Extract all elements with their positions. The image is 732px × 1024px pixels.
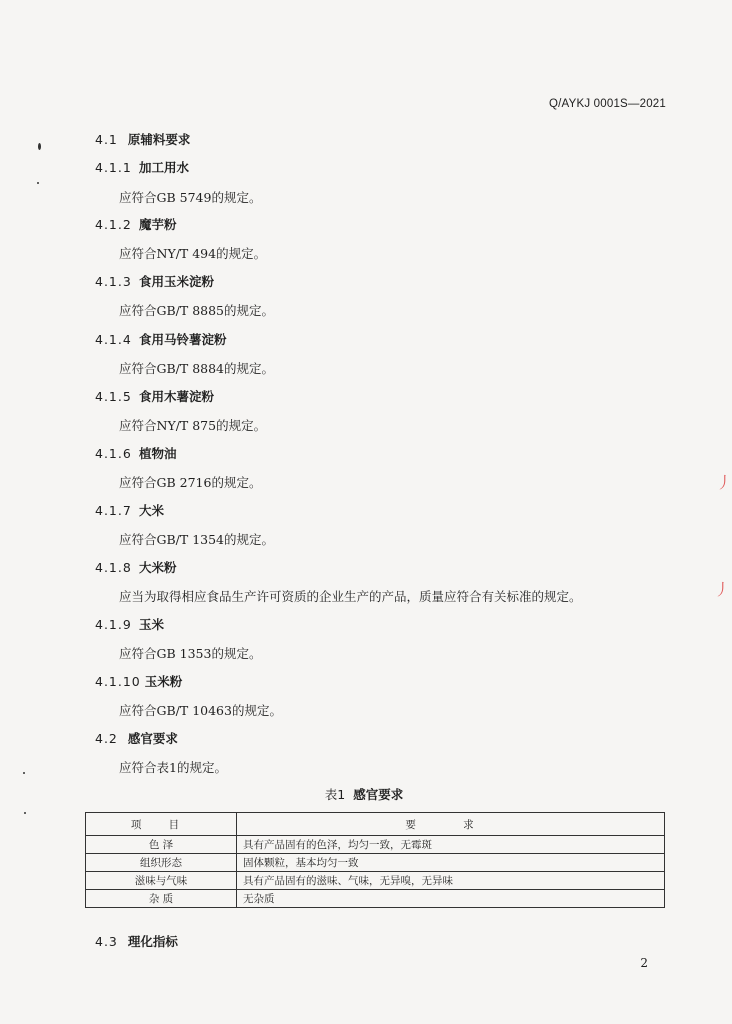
section-body: 应符合GB/T 8884的规定。	[119, 361, 275, 376]
table-cell-requirement: 具有产品固有的色泽，均匀一致，无霉斑	[237, 836, 665, 854]
section-heading	[95, 932, 178, 950]
section-number: 4.1.10	[95, 674, 141, 689]
section-title: 玉米粉	[144, 674, 183, 689]
table-cell-requirement: 具有产品固有的滋味、气味，无异嗅，无异味	[237, 872, 665, 890]
sensory-requirements-table	[85, 812, 665, 908]
table-header-row	[86, 813, 665, 836]
table-header-item: 项 目	[86, 813, 237, 836]
section-heading	[95, 130, 190, 148]
table-row	[86, 836, 665, 854]
section-number: 4.1.1	[95, 160, 132, 175]
section-body: 应符合表1的规定。	[119, 760, 227, 775]
section-title: 加工用水	[139, 160, 190, 175]
section-number: 4.1.4	[95, 332, 132, 347]
section-body: 应符合NY/T 875的规定。	[119, 418, 267, 433]
table-caption-number: 表1	[324, 787, 346, 802]
table-row	[86, 872, 665, 890]
section-heading	[95, 272, 214, 290]
section-body: 应符合GB 1353的规定。	[119, 646, 262, 661]
section-heading	[95, 615, 164, 633]
section-heading	[95, 444, 177, 462]
section-heading	[95, 387, 214, 405]
section-number: 4.1.8	[95, 560, 132, 575]
section-title: 魔芋粉	[139, 217, 177, 232]
seal-fragment: 丿	[714, 580, 731, 599]
scan-speck	[24, 812, 26, 814]
table-cell-item: 色 泽	[86, 836, 237, 854]
section-number: 4.1.6	[95, 446, 132, 461]
section-title: 玉米	[139, 617, 165, 632]
section-title: 大米粉	[139, 560, 177, 575]
section-number: 4.1	[95, 132, 118, 147]
table-caption	[0, 785, 728, 803]
section-heading	[95, 215, 177, 233]
section-body: 应符合GB/T 8885的规定。	[119, 303, 275, 318]
page-number: 2	[640, 956, 648, 970]
table-cell-item: 滋味与气味	[86, 872, 237, 890]
section-title: 感官要求	[127, 731, 178, 746]
section-number: 4.1.5	[95, 389, 132, 404]
section-body: 应符合GB 5749的规定。	[119, 190, 262, 205]
section-title: 食用玉米淀粉	[139, 274, 215, 289]
section-heading	[95, 330, 227, 348]
section-body: 应当为取得相应食品生产许可资质的企业生产的产品，质量应符合有关标准的规定。	[119, 589, 582, 604]
section-heading	[95, 558, 177, 576]
section-number: 4.1.3	[95, 274, 132, 289]
table-cell-requirement: 无杂质	[237, 890, 665, 908]
section-body: 应符合GB 2716的规定。	[119, 475, 262, 490]
section-body: 应符合NY/T 494的规定。	[119, 246, 267, 261]
section-body: 应符合GB/T 10463的规定。	[119, 703, 282, 718]
table-header-requirement: 要 求	[237, 813, 665, 836]
section-title: 食用木薯淀粉	[139, 389, 215, 404]
scan-speck	[37, 182, 39, 184]
section-number: 4.1.2	[95, 217, 132, 232]
table-cell-item: 杂 质	[86, 890, 237, 908]
scan-speck	[38, 143, 41, 150]
section-heading	[95, 729, 178, 747]
seal-fragment: 丿	[716, 473, 732, 492]
section-number: 4.1.7	[95, 503, 132, 518]
section-heading	[95, 501, 164, 519]
section-title: 理化指标	[127, 934, 178, 949]
section-body: 应符合GB/T 1354的规定。	[119, 532, 275, 547]
table-row	[86, 890, 665, 908]
section-title: 大米	[139, 503, 165, 518]
table-caption-title: 感官要求	[353, 787, 404, 802]
section-title: 原辅料要求	[127, 132, 191, 147]
table-row	[86, 854, 665, 872]
section-heading	[95, 672, 182, 690]
section-number: 4.2	[95, 731, 118, 746]
section-number: 4.1.9	[95, 617, 132, 632]
section-heading	[95, 158, 189, 176]
section-number: 4.3	[95, 934, 118, 949]
scan-speck	[23, 772, 25, 774]
section-title: 植物油	[139, 446, 177, 461]
table-cell-item: 组织形态	[86, 854, 237, 872]
table-cell-requirement: 固体颗粒，基本均匀一致	[237, 854, 665, 872]
document-number: Q/AYKJ 0001S—2021	[549, 98, 666, 110]
section-title: 食用马铃薯淀粉	[139, 332, 227, 347]
